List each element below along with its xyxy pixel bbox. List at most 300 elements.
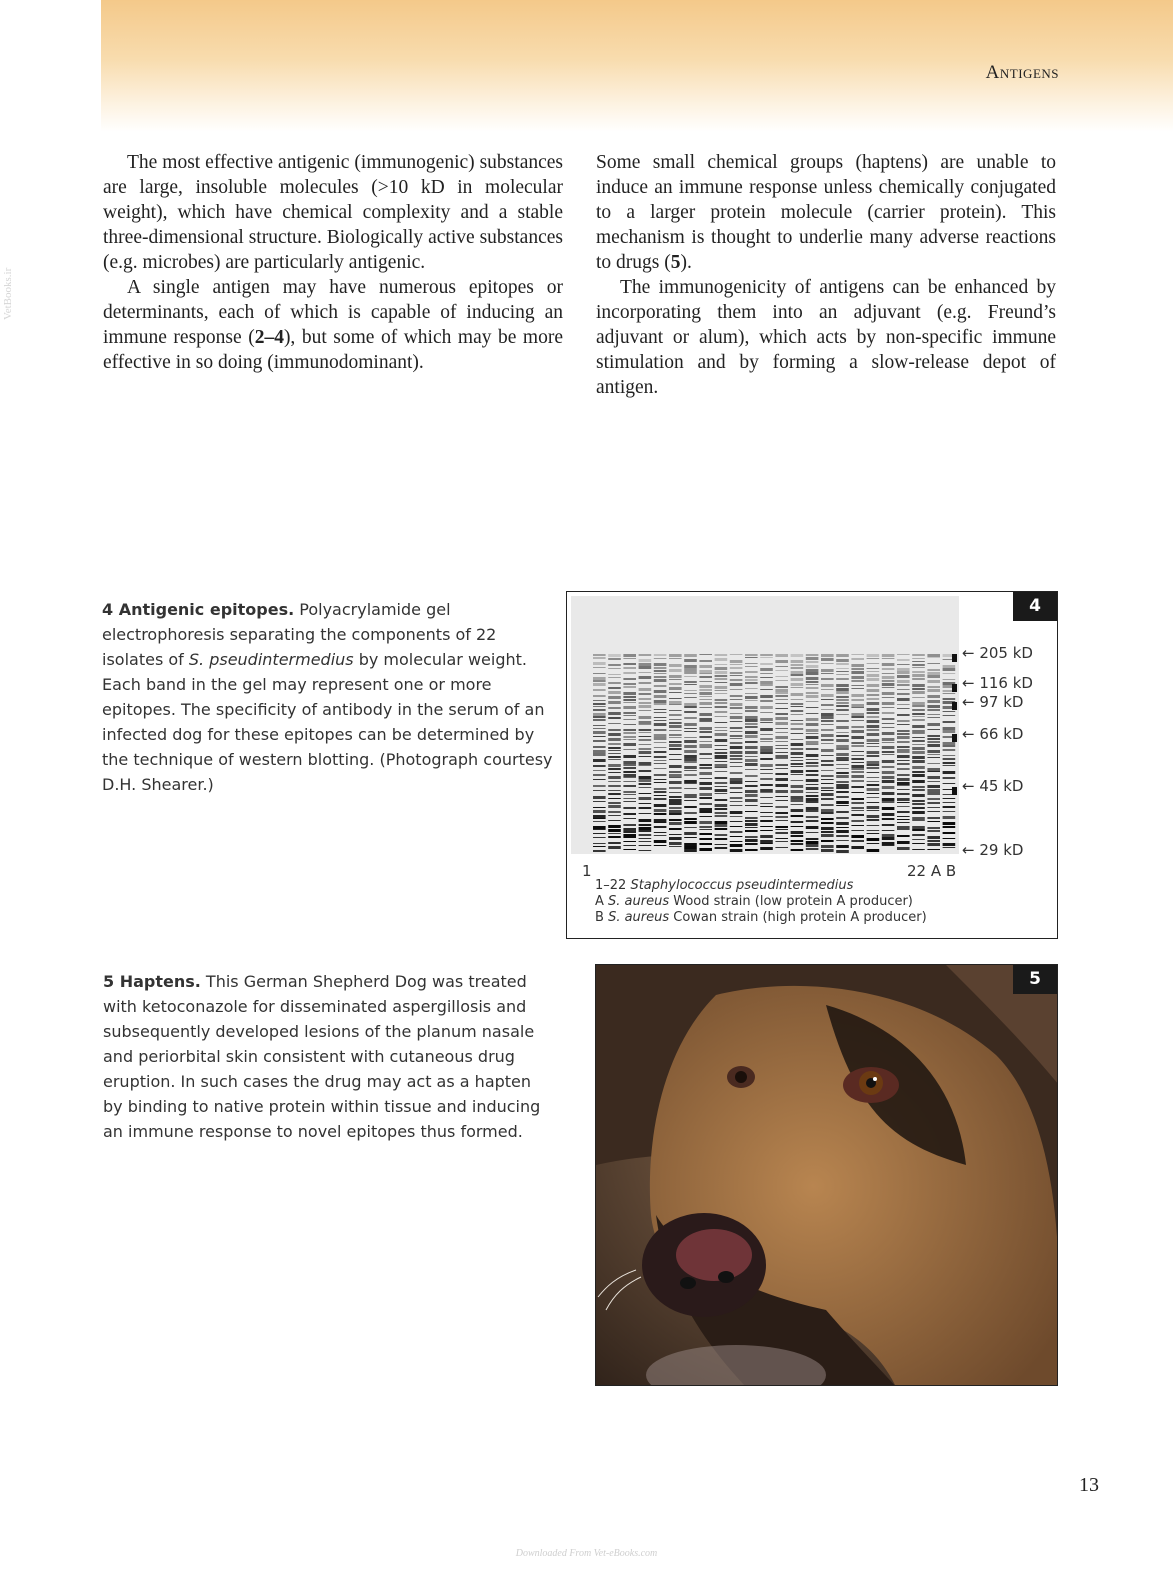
gel-band [745,663,758,664]
gel-band [791,693,804,696]
gel-band [760,734,773,735]
gel-band [806,826,819,829]
gel-band [608,733,621,736]
gel-band [715,799,728,801]
gel-band [715,693,728,694]
gel-band [745,799,758,802]
gel-band [775,752,788,753]
gel-band [730,778,743,781]
gel-band [867,781,880,782]
gel-band [699,843,712,845]
gel-band [867,761,880,764]
gel-band [684,846,697,849]
gel-band [851,694,864,697]
gel-band [791,796,804,799]
gel-band [836,699,849,701]
gel-band [851,704,864,707]
gel-band [623,729,636,731]
gel-band [623,686,636,688]
gel-band [654,819,667,822]
gel-band [806,816,819,818]
gel-band [760,752,773,754]
gel-band [775,654,788,657]
gel-band [791,815,804,817]
gel-band [867,819,880,821]
gel-band [608,793,621,795]
gel-band [927,709,940,711]
gel-band [623,672,636,674]
gel-band [745,679,758,681]
gel-band [745,741,758,743]
gel-band [623,678,636,680]
gel-band [639,716,652,719]
gel-band [927,672,940,675]
gel-band [623,785,636,787]
gel-band [882,732,895,735]
gel-band [654,768,667,769]
gel-band [699,731,712,733]
gel-band [760,830,773,831]
gel-band [699,747,712,748]
gel-band [745,817,758,819]
gel-band [593,677,606,680]
gel-band [654,751,667,753]
gel-band [882,676,895,679]
gel-band [608,768,621,770]
gel-band [669,781,682,784]
gel-band [654,747,667,748]
gel-band [699,758,712,759]
gel-band [897,708,910,709]
gel-band [806,844,819,847]
gel-band [669,754,682,755]
gel-band [593,779,606,780]
gel-band [912,747,925,750]
gel-band [639,813,652,814]
gel-band [669,679,682,680]
gel-band [654,756,667,758]
gel-band [654,720,667,721]
gel-band [730,841,743,842]
gel-band [699,660,712,662]
gel-band [745,839,758,842]
gel-band [791,667,804,669]
gel-band [730,679,743,681]
gel-band [623,712,636,714]
gel-band [715,767,728,768]
gel-band [639,819,652,822]
gel-band [699,811,712,813]
text-run: B [595,910,609,925]
gel-band [684,671,697,674]
gel-band [775,773,788,775]
gel-band [684,800,697,801]
gel-band [912,849,925,850]
side-watermark: VetBooks.ir [2,267,14,320]
gel-band [684,684,697,685]
gel-band [639,736,652,737]
gel-band [745,657,758,658]
gel-band [775,768,788,769]
gel-band [836,768,849,769]
gel-band [897,841,910,844]
gel-band [897,798,910,801]
gel-band [715,812,728,814]
gel-band [943,715,956,716]
gel-band [715,690,728,691]
gel-band [608,829,621,832]
gel-band [806,657,819,660]
gel-band [760,826,773,827]
gel-band [654,809,667,812]
gel-band [715,847,728,849]
marker-band [952,734,957,742]
page-number: 13 [1079,1474,1099,1496]
gel-band [669,822,682,825]
gel-band [639,756,652,757]
gel-band [897,811,910,813]
gel-band [623,798,636,799]
gel-band [927,657,940,658]
gel-band [760,681,773,684]
gel-band [867,767,880,769]
gel-band [684,723,697,726]
gel-band [684,761,697,763]
gel-band [927,744,940,747]
gel-band [943,826,956,828]
gel-band [867,698,880,700]
gel-band [654,813,667,815]
gel-band [745,696,758,699]
text-run: ). [680,252,692,273]
gel-band [608,738,621,741]
gel-band [760,749,773,752]
gel-band [623,834,636,837]
gel-band [927,717,940,718]
gel-band [760,746,773,749]
gel-band [699,670,712,673]
gel-band [715,755,728,758]
gel-band [760,758,773,760]
gel-band [821,699,834,700]
gel-band [593,807,606,808]
gel-band [791,843,804,845]
figure5-caption [103,969,555,1144]
gel-band [851,814,864,816]
gel-band [745,759,758,762]
gel-band [775,732,788,733]
gel-band [775,728,788,729]
gel-band [715,793,728,794]
gel-band [684,794,697,797]
gel-band [669,714,682,716]
gel-band [806,774,819,776]
gel-band [851,820,864,822]
gel-band [882,845,895,846]
gel-band [669,719,682,720]
gel-band [608,759,621,760]
gel-band [593,719,606,721]
gel-band [806,692,819,694]
gel-band [699,721,712,722]
gel-band [699,821,712,824]
gel-band [821,790,834,791]
gel-band [927,680,940,683]
gel-band [836,764,849,765]
gel-band [821,704,834,706]
gel-band [927,792,940,795]
gel-band [867,806,880,809]
gel-band [745,823,758,826]
gel-band [760,803,773,804]
gel-band [927,750,940,753]
gel-band [821,764,834,766]
gel-band [730,660,743,663]
gel-band [943,843,956,846]
gel-band [669,759,682,760]
gel-band [836,845,849,848]
gel-band [897,826,910,829]
gel-band [851,780,864,782]
gel-band [608,802,621,804]
gel-band [943,798,956,799]
gel-band [730,675,743,676]
gel-band [684,690,697,691]
gel-band [927,785,940,788]
gel-band [897,768,910,770]
gel-band [730,664,743,665]
gel-band [806,798,819,801]
gel-band [639,666,652,669]
gel-band [745,794,758,797]
gel-band [608,668,621,669]
gel-band [912,800,925,802]
gel-band [593,843,606,844]
gel-band [775,703,788,704]
gel-band [851,707,864,708]
gel-band [821,689,834,690]
gel-band [867,712,880,714]
gel-band [897,684,910,686]
gel-band [608,753,621,754]
gel-band [684,659,697,662]
gel-band [608,687,621,689]
gel-band [806,801,819,803]
gel-band [684,821,697,824]
species-name: S. aureus [608,894,670,909]
gel-band [912,716,925,717]
gel-band [851,742,864,744]
gel-band [851,726,864,728]
gel-band [912,807,925,809]
gel-band [669,777,682,778]
gel-band [791,723,804,725]
gel-band [593,815,606,818]
running-head: Antigens [985,62,1059,83]
gel-band [730,821,743,822]
gel-band [897,736,910,739]
gel-band [669,730,682,731]
gel-band [867,684,880,687]
gel-band [836,753,849,756]
marker-label: ← 97 kD [962,693,1024,711]
gel-band [593,833,606,834]
gel-band [715,782,728,784]
gel-band [882,697,895,698]
gel-band [745,763,758,766]
gel-band [791,699,804,700]
gel-band [760,695,773,698]
gel-band [730,844,743,847]
gel-band [821,822,834,824]
gel-band [927,700,940,703]
gel-band [623,777,636,778]
gel-band [699,696,712,697]
gel-band [927,714,940,715]
gel-band [912,817,925,820]
gel-band [760,784,773,786]
gel-band [730,766,743,767]
gel-band [745,820,758,822]
gel-band [851,807,864,809]
gel-band [745,830,758,832]
legend-line [595,910,927,926]
gel-band [715,749,728,750]
gel-band [851,830,864,831]
gel-band [654,779,667,780]
gel-band [593,680,606,682]
gel-band [730,826,743,827]
gel-band [684,812,697,814]
gel-band [669,669,682,672]
gel-band [608,842,621,844]
gel-band [806,729,819,732]
gel-band [821,818,834,820]
paragraph: The most effective antigenic (immunogenic) substances are large, insoluble molecules (>10 kD in molecular weight), which have chemical complexity and a stable three-dimensional structure. Biologically active substances (e.g. microbes) are particularly antigenic. [103,152,563,273]
gel-band [897,733,910,735]
gel-band [821,694,834,697]
gel-band [791,821,804,823]
gel-band [821,673,834,674]
dog-photo-image [596,965,1058,1386]
gel-band [867,843,880,844]
gel-band [623,774,636,777]
gel-band [593,731,606,734]
gel-band [760,712,773,713]
gel-band [943,711,956,712]
gel-band [791,766,804,767]
figure-reference: 5 [670,252,681,273]
gel-band [654,763,667,764]
gel-band [821,654,834,657]
gel-band [912,760,925,763]
gel-band [608,707,621,709]
gel-band [927,771,940,772]
gel-band [654,709,667,710]
gel-band [821,734,834,737]
gel-band [669,664,682,667]
gel-band [745,781,758,782]
gel-band [760,835,773,838]
gel-band [684,837,697,838]
gel-band [867,833,880,834]
gel-band [806,792,819,793]
gel-band [806,736,819,739]
gel-band [882,754,895,755]
gel-band [623,692,636,695]
gel-band [836,735,849,737]
marker-band [952,654,957,662]
gel-band [775,826,788,828]
gel-band [821,812,834,814]
gel-band [882,818,895,820]
gel-band [593,709,606,711]
gel-band [821,804,834,806]
gel-band [775,722,788,725]
gel-band [745,693,758,694]
text-run: Wood strain (low protein A producer) [669,894,913,909]
gel-band [623,837,636,838]
gel-band [684,654,697,657]
gel-band [836,748,849,750]
marker-label: ← 29 kD [962,841,1024,859]
gel-band [654,798,667,800]
gel-band [867,810,880,811]
gel-band [760,843,773,844]
gel-band [608,846,621,849]
gel-band [699,778,712,779]
gel-band [745,849,758,851]
gel-band [654,658,667,659]
gel-band [699,718,712,721]
gel-band [775,764,788,766]
gel-band [775,699,788,700]
gel-band [806,723,819,726]
gel-band [882,683,895,686]
gel-band [623,801,636,802]
text-run: Some small chemical groups (haptens) are unable to induce an immune response unless chemically conjugated to a larger protein molecule (carrier protein). This mechanism is thought to underlie many adverse reactions to drugs ( [596,152,1056,273]
gel-band [851,720,864,721]
gel-band [639,676,652,679]
gel-band [927,781,940,782]
gel-band [608,743,621,745]
gel-band [912,671,925,673]
gel-band [791,660,804,663]
gel-band [593,725,606,726]
gel-band [806,759,819,760]
gel-band [593,736,606,737]
gel-band [806,713,819,714]
gel-band [882,792,895,795]
gel-band [882,751,895,753]
gel-band [608,674,621,675]
gel-band [836,663,849,665]
gel-band [684,758,697,761]
marker-band [952,702,957,710]
gel-band [821,709,834,710]
gel-band [623,813,636,815]
gel-band [715,777,728,779]
gel-band [639,672,652,673]
gel-band [775,670,788,671]
gel-band [684,818,697,820]
gel-band [851,755,864,756]
gel-band [791,770,804,773]
gel-band [851,802,864,804]
gel-band [851,835,864,838]
gel-band [730,703,743,706]
gel-band [730,735,743,737]
